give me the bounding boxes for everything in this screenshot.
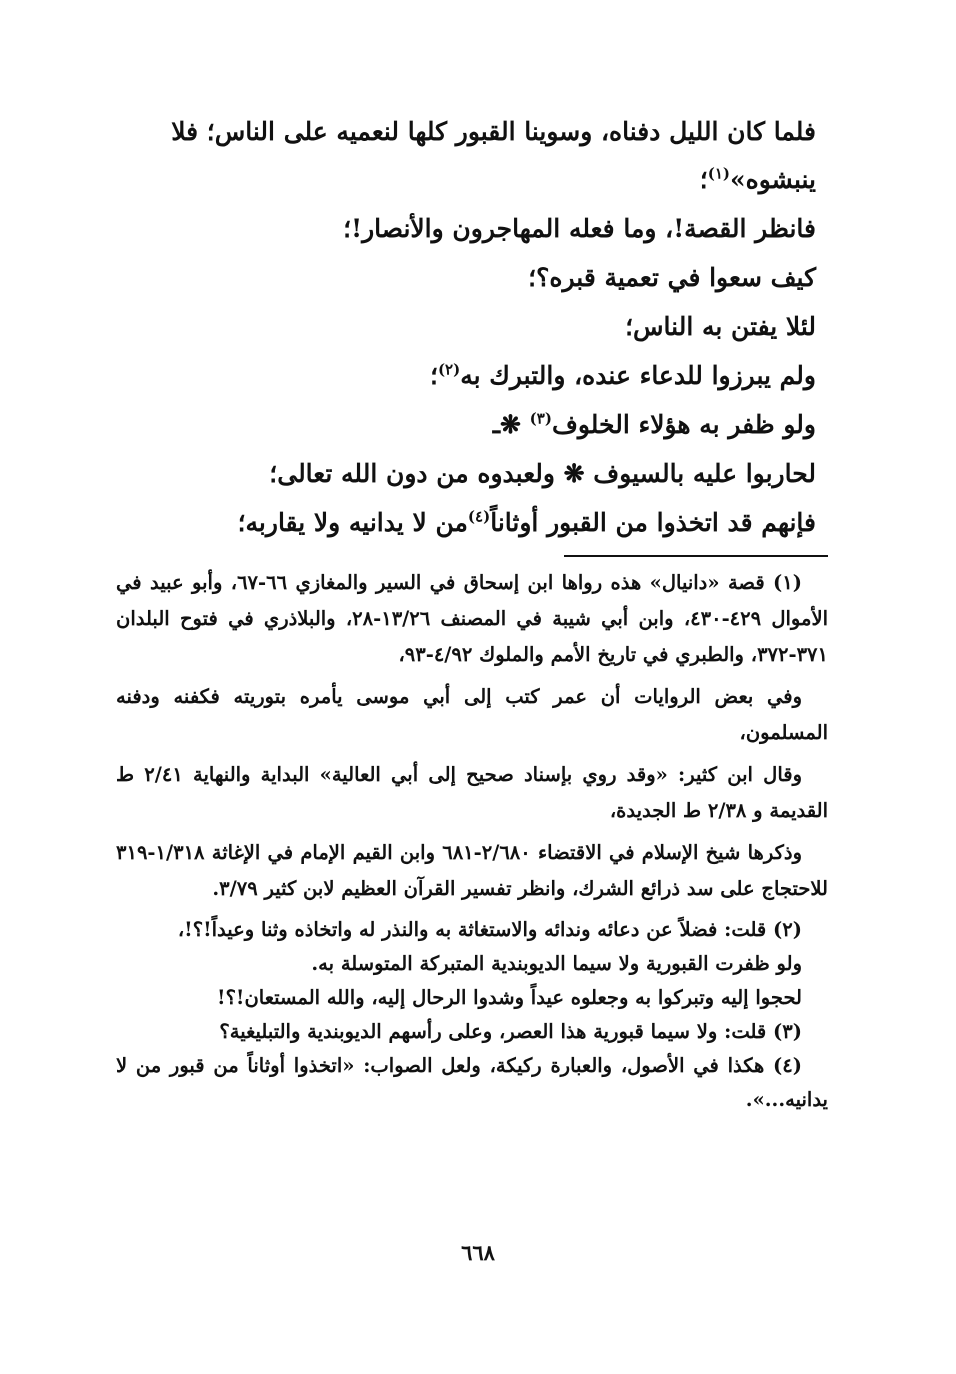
footnote-2-line-1: (٢) قلت: فضلاً عن دعائه وندائه والاستغاثة به والنذر له واتخاذه وثنا وعيداً!؟!، bbox=[177, 918, 802, 941]
main-line-7 bbox=[116, 498, 816, 547]
main-line-6: لحاربوا عليه بالسيوف ❋ ولعبدوه من دون الله تعالى؛ bbox=[269, 459, 816, 488]
main-line-3: لئلا يفتن به الناس؛ bbox=[625, 312, 816, 341]
footnotes bbox=[116, 565, 828, 1117]
footnote-1-para-3: وقال ابن كثير: «وقد روي بإسناد صحيح إلى أبي العالية» البداية والنهاية ٢/٤١ ط القديمة و ٢/٣٨ ط الجديدة، bbox=[116, 763, 828, 822]
footnote-ref-1: (١) bbox=[707, 164, 730, 183]
main-paragraph-1 bbox=[116, 108, 816, 204]
main-line-5-text: ولو ظفر به هؤلاء الخلوف bbox=[551, 410, 816, 439]
footnote-2-line-2: ولو ظفرت القبورية ولا سيما الديوبندية المتبركة المتوسلة به. bbox=[311, 952, 802, 975]
main-line-4-end: ؛ bbox=[429, 361, 438, 390]
footnote-1-para-4: وذكرها شيخ الإسلام في الاقتضاء ٢/٦٨٠-٦٨١ وابن القيم الإمام في الإغاثة ١/٣١٨-٣١٩ للاحتجاج على سد ذرائع الشرك، وانظر تفسير القرآن العظيم لابن كثير ٣/٧٩. bbox=[116, 841, 828, 900]
footnote-ref-3: (٣) bbox=[529, 409, 552, 428]
main-paragraph-1-text: فلما كان الليل دفناه، وسوينا القبور كلها لنعميه على الناس؛ فلا ينبشوه» bbox=[171, 117, 816, 194]
footnote-1: (١) قصة «دانيال» هذه رواها ابن إسحاق في السير والمغازي ٦٦-٦٧، وأبو عبيد في الأموال ٤٢٩-٤٣٠، وابن أبي شيبة في المصنف ١٣/٢٦-٢٨، والبلاذري في فتوح البلدان ٣٧١-٣٧٢، والطبري في تاريخ الأمم والملوك ٤/٩٢-٩٣، bbox=[116, 571, 828, 666]
main-line-4 bbox=[116, 351, 816, 400]
main-line-7-text: فإنهم قد اتخذوا من القبور أوثاناً bbox=[490, 508, 816, 537]
footnote-separator bbox=[564, 555, 828, 557]
main-line-5 bbox=[116, 400, 816, 449]
main-text bbox=[116, 108, 816, 547]
footnote-ref-2: (٢) bbox=[437, 360, 461, 379]
main-line-2: كيف سعوا في تعمية قبره؟؛ bbox=[528, 263, 816, 292]
footnote-3: (٣) قلت: ولا سيما قبورية هذا العصر، وعلى رأسهم الديوبندية والتبليغية؟ bbox=[219, 1020, 802, 1043]
page-number: ٦٦٨ bbox=[461, 1240, 495, 1265]
main-line-7-end: من لا يدانيه ولا يقاربه؛ bbox=[237, 508, 468, 537]
footnote-4: (٤) هكذا في الأصول، والعبارة ركيكة، ولعل الصواب: «اتخذوا أوثاناً من قبور من لا يدانيه...». bbox=[116, 1054, 828, 1111]
footnote-2-line-3: لحجوا إليه وتبركوا به وجعلوه عيداً وشدوا الرحال إليه، والله المستعان!؟! bbox=[217, 986, 802, 1009]
footnote-1-para-2: وفي بعض الروايات أن عمر كتب إلى أبي موسى يأمره بتوريته فكفنه ودفنه المسلمون، bbox=[116, 685, 828, 744]
main-paragraph-1-end: ؛ bbox=[699, 165, 708, 194]
footnote-ref-4: (٤) bbox=[467, 507, 491, 526]
main-line-1: فانظر القصة!، وما فعله المهاجرون والأنصار!؛ bbox=[343, 214, 816, 243]
main-line-4-text: ولم يبرزوا للدعاء عنده، والتبرك به bbox=[460, 361, 816, 390]
main-line-5-end: ❋ـ bbox=[492, 410, 530, 439]
